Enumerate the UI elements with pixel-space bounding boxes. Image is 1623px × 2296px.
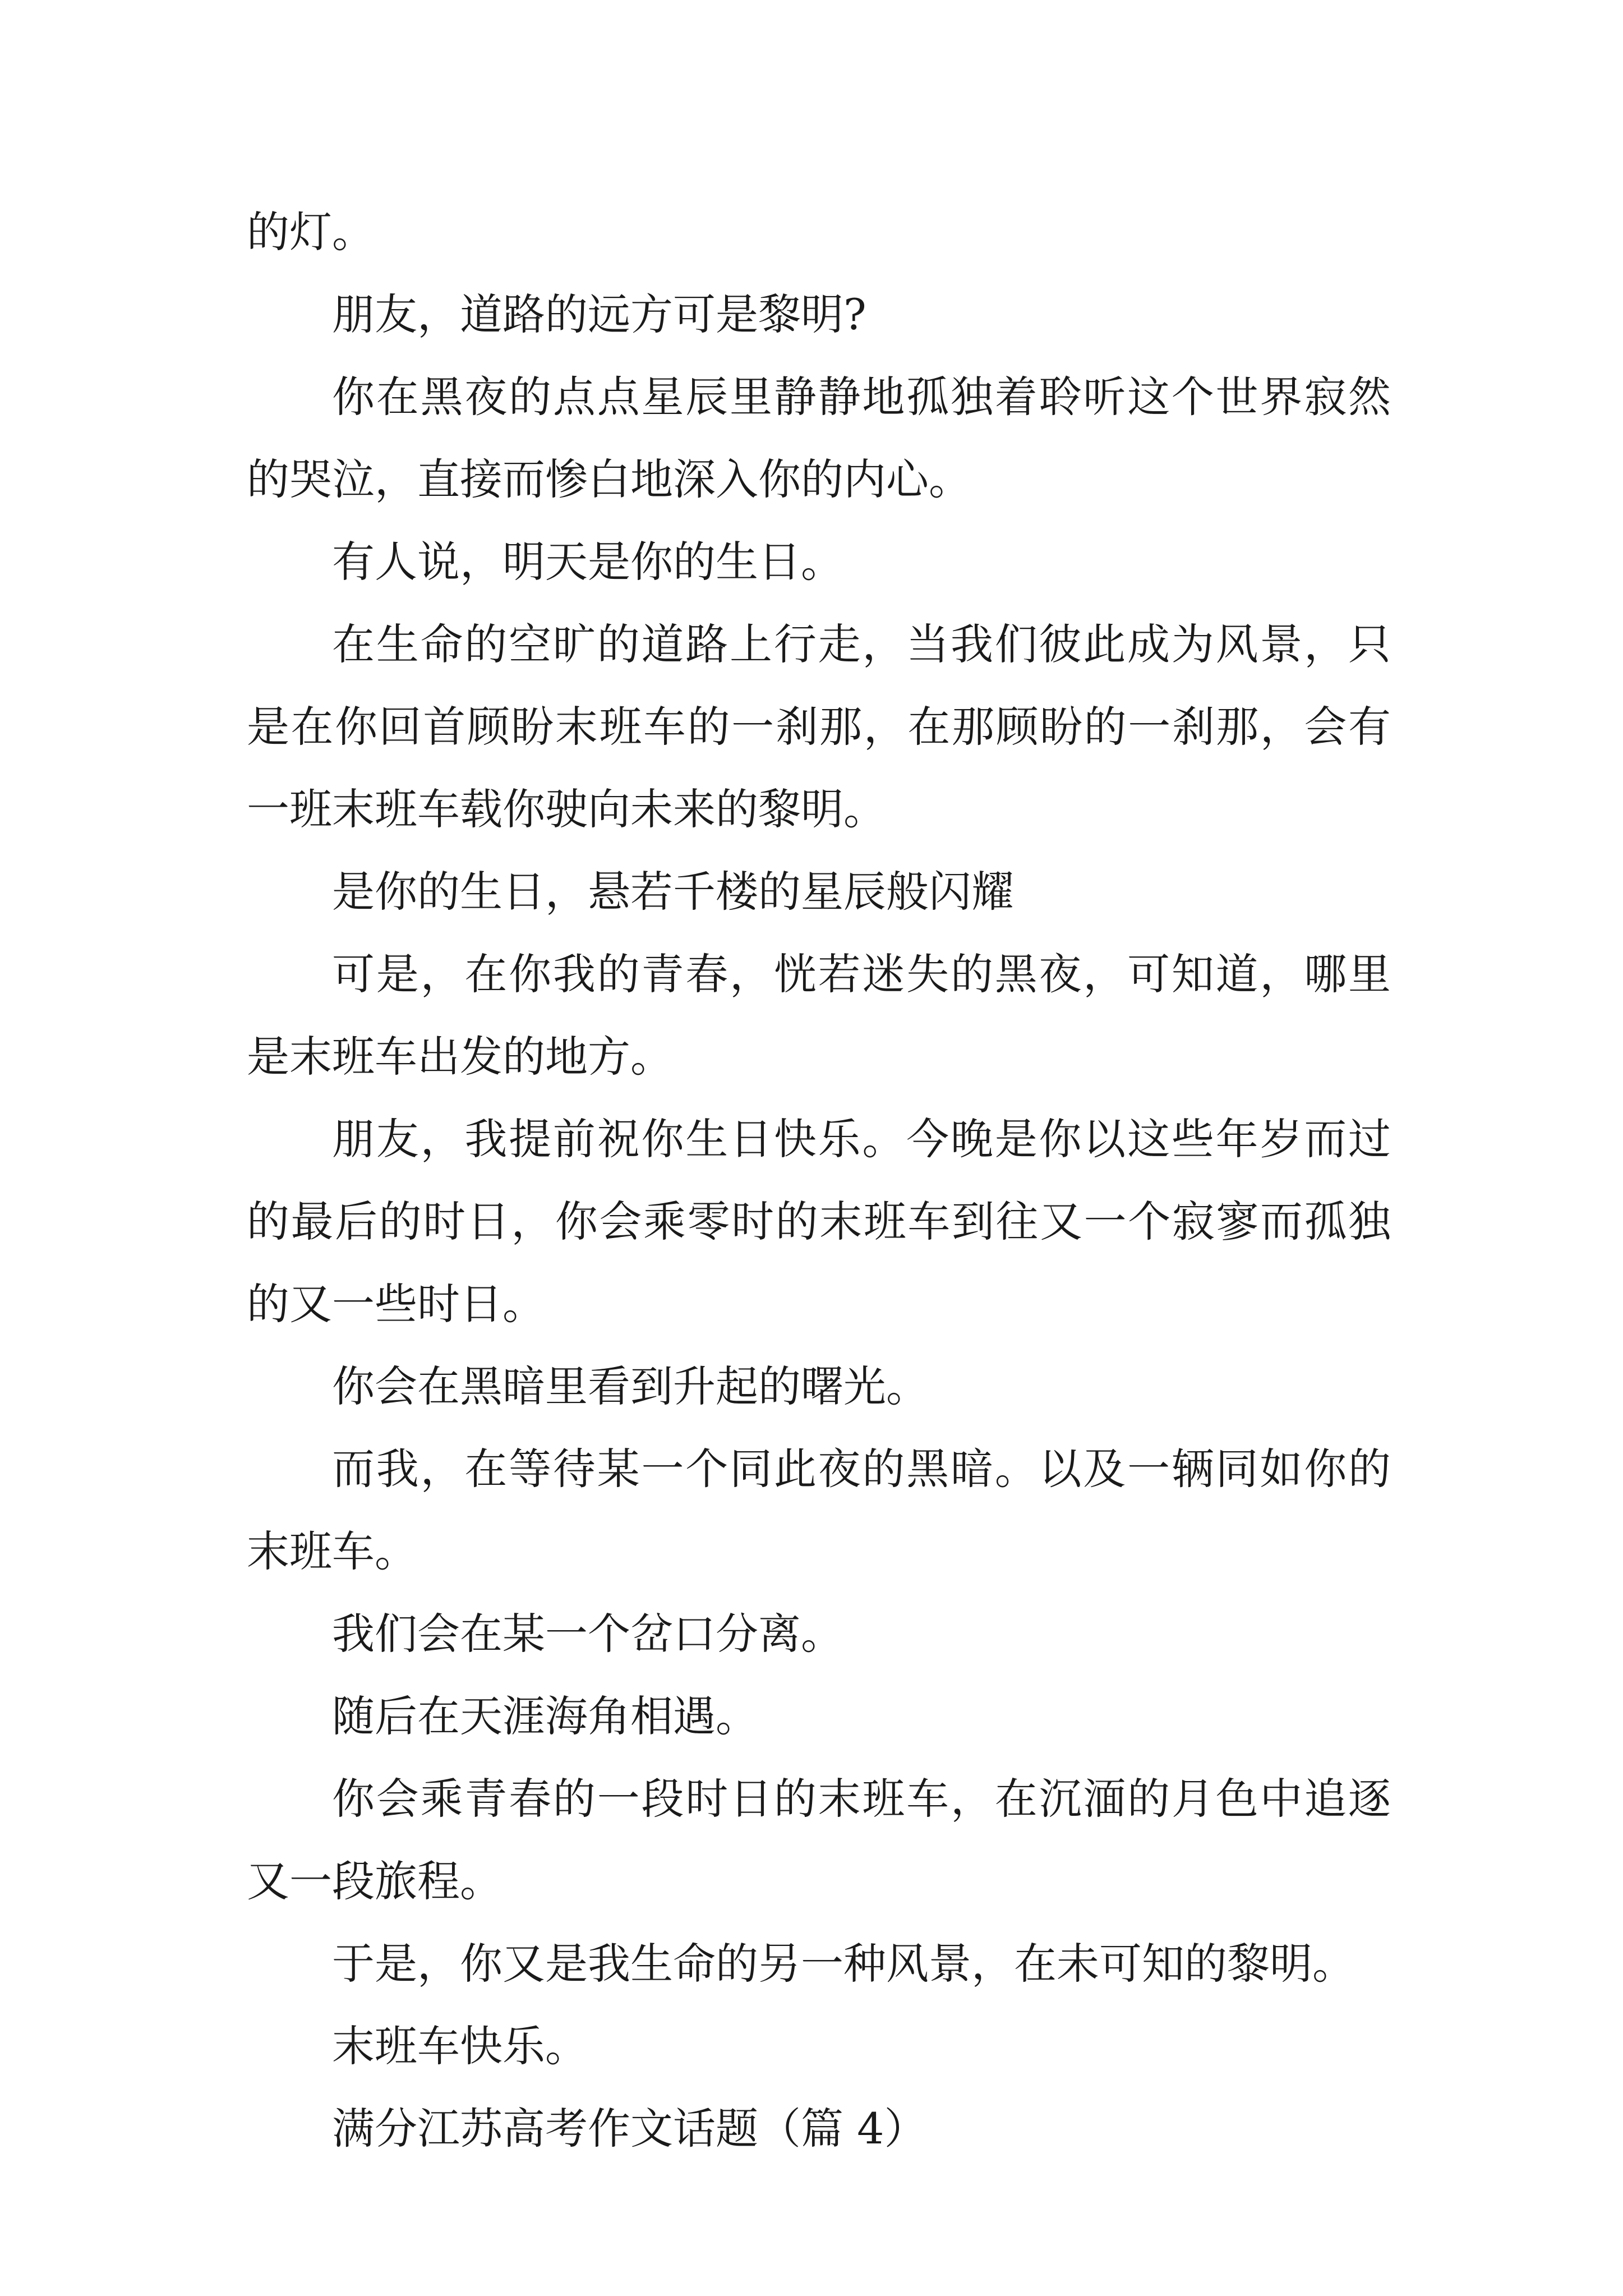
paragraph: 有人说，明天是你的生日。	[332, 537, 843, 587]
paragraph: 朋友，道路的远方可是黎明?	[332, 289, 866, 339]
paragraph: 是你的生日，悬若千楼的星辰般闪耀	[332, 867, 1014, 917]
paragraph: 而我，在等待某一个同此夜的黑暗。以及一辆同如你的末班车。	[247, 1444, 1391, 1576]
paragraph: 你在黑夜的点点星辰里静静地孤独着聆听这个世界寂然的哭泣，直接而惨白地深入你的内心。	[247, 372, 1391, 504]
paragraph: 随后在天涯海角相遇。	[332, 1691, 758, 1741]
paragraph: 于是，你又是我生命的另一种风景，在未可知的黎明。	[332, 1939, 1355, 1989]
paragraph: 你会在黑暗里看到升起的曙光。	[332, 1361, 929, 1411]
essay-body	[247, 191, 1391, 2170]
section-heading: 满分江苏高考作文话题（篇 4）	[332, 2104, 927, 2154]
paragraph: 末班车快乐。	[332, 2021, 588, 2071]
paragraph: 朋友，我提前祝你生日快乐。今晚是你以这些年岁而过的最后的时日，你会乘零时的末班车到往又一个寂寥而孤独的又一些时日。	[247, 1114, 1391, 1329]
paragraph: 你会乘青春的一段时日的末班车，在沉湎的月色中追逐又一段旅程。	[247, 1774, 1391, 1906]
paragraph: 在生命的空旷的道路上行走，当我们彼此成为风景，只是在你回首顾盼末班车的一刹那，在那顾盼的一刹那，会有一班末班车载你驶向未来的黎明。	[247, 619, 1391, 834]
paragraph: 可是，在你我的青春，恍若迷失的黑夜，可知道，哪里是末班车出发的地方。	[247, 949, 1391, 1082]
paragraph: 的灯。	[247, 207, 375, 257]
paragraph: 我们会在某一个岔口分离。	[332, 1609, 843, 1659]
